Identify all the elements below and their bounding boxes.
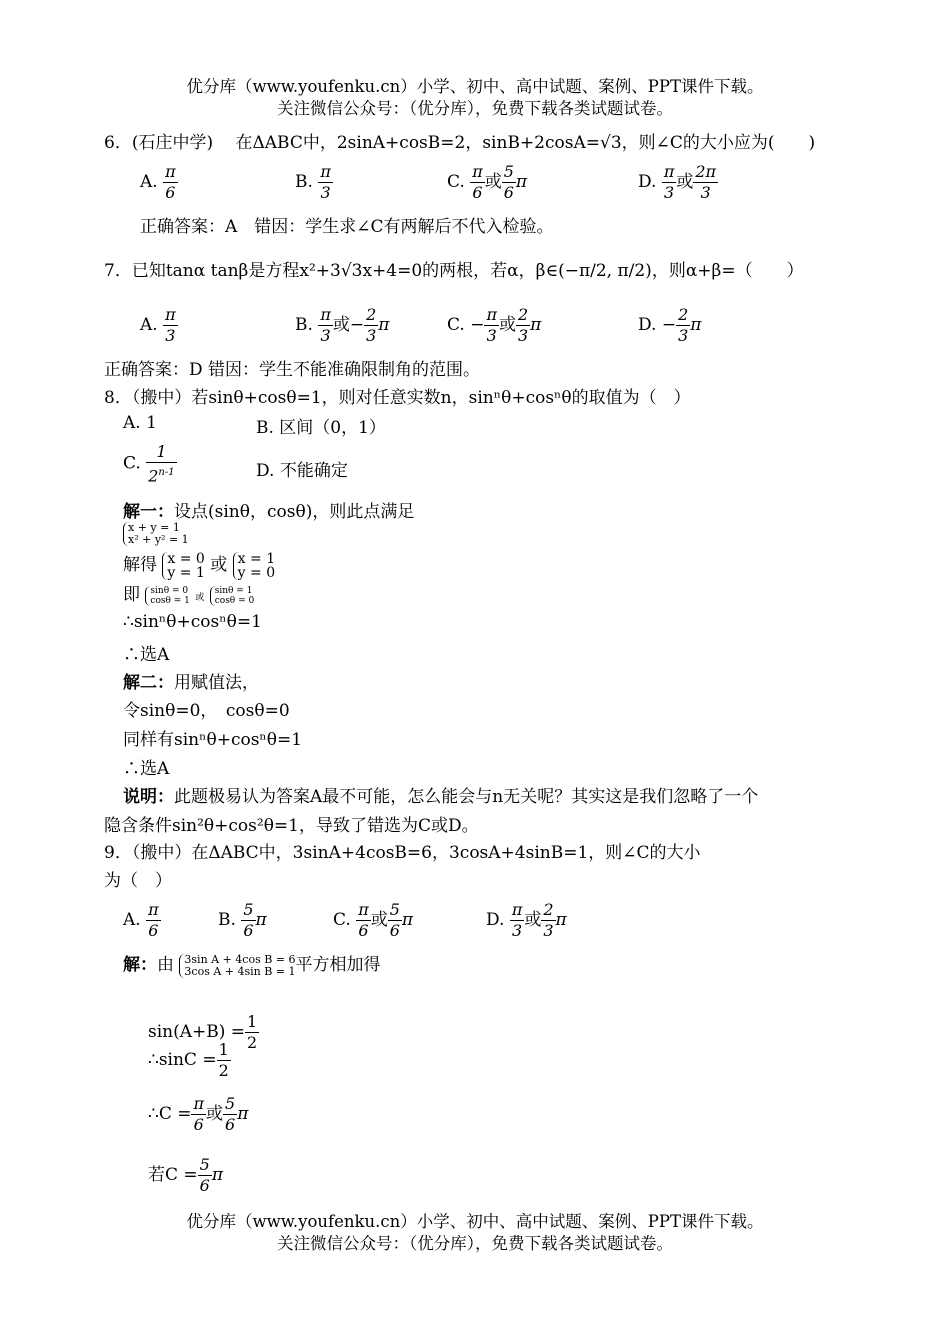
q9-option-a: A. $\frac{\pi}{6}$: [123, 900, 159, 940]
q9-option-b: B. $\frac{5}{6}$ π: [218, 900, 267, 940]
q8-option-c: C. $\frac{1}{2^{n-1}}$: [123, 442, 175, 486]
q9-step-3: ∴C = $\frac{\pi}{6}$ 或 $\frac{5}{6}$ π: [148, 1094, 249, 1134]
q6-option-b: B. $\frac{\pi}{3}$: [295, 162, 331, 202]
q8-choose-2: ∴选A: [123, 759, 170, 779]
q7-answer: 正确答案：D 错因：学生不能准确限制角的范围。: [104, 360, 481, 380]
q7-option-a: A. $\frac{\pi}{3}$: [140, 305, 176, 345]
q9-stem: 9．（搬中）在ΔABC中，3sinA+4cosB=6，3cosA+4sinB=1，则∠C的大小: [104, 843, 701, 863]
q9-stem-2: 为（ ）: [104, 871, 172, 891]
q8-ji-line: 即 sinθ = 0 cosθ = 1 或 sinθ = 1 cosθ = 0: [123, 585, 255, 606]
q6-option-d: D. $\frac{\pi}{3}$ 或 $\frac{2\pi}{3}$: [638, 162, 717, 202]
q9-option-d: D. $\frac{\pi}{3}$ 或 $\frac{2}{3}$ π: [486, 900, 567, 940]
q8-choose-1: ∴选A: [123, 645, 170, 665]
q6-stem: 6．(石庄中学) 在ΔABC中，2sinA+cosB=2，sinB+2cosA=√3，则∠C的大小应为( ): [104, 133, 816, 153]
q8-system-1: x + y = 1 x² + y² = 1: [123, 522, 189, 546]
q7-option-c: C. − $\frac{\pi}{3}$ 或 $\frac{2}{3}$ π: [447, 305, 542, 345]
q8-stem: 8．（搬中）若sinθ+cosθ=1，则对任意实数n，sinⁿθ+cosⁿθ的取值为（ ）: [104, 388, 691, 408]
q8-note: 说明：此题极易认为答案A最不可能，怎么能会与n无关呢？其实这是我们忽略了一个: [123, 787, 759, 807]
header-line-2: 关注微信公众号：（优分库），免费下载各类试题试卷。: [277, 99, 673, 118]
footer-line-1: 优分库（www.youfenku.cn）小学、初中、高中试题、案例、PPT课件下载。: [186, 1212, 764, 1231]
q7-option-d: D. − $\frac{2}{3}$ π: [638, 305, 702, 345]
q8-solution1: 解一：设点(sinθ，cosθ)，则此点满足: [123, 502, 415, 522]
header-line-1: 优分库（www.youfenku.cn）小学、初中、高中试题、案例、PPT课件下载。: [186, 77, 764, 96]
q8-solution2: 解二：用赋值法，: [123, 673, 259, 693]
q8-option-d: D. 不能确定: [256, 461, 348, 481]
q9-solution: 解：由 3sin A + 4cos B = 6 3cos A + 4sin B = 1平方相加得: [123, 952, 381, 978]
q8-note-2: 隐含条件sin²θ+cos²θ=1，导致了错选为C或D。: [104, 816, 479, 836]
q7-option-b: B. $\frac{\pi}{3}$ 或− $\frac{2}{3}$ π: [295, 305, 390, 345]
q9-step-4: 若C = $\frac{5}{6}$ π: [148, 1155, 224, 1195]
q7-stem: 7．已知tanα tanβ是方程x²+3√3x+4=0的两根，若α，β∈(−π/2, π/2)，则α+β=（ ）: [104, 261, 804, 281]
q8-let-line: 令sinθ=0， cosθ=0: [123, 701, 290, 721]
q6-option-c: C. $\frac{\pi}{6}$ 或 $\frac{5}{6}$ π: [447, 162, 528, 202]
q6-answer: 正确答案：A 错因：学生求∠C有两解后不代入检验。: [140, 217, 554, 237]
q9-step-2: ∴sinC = $\frac{1}{2}$: [148, 1040, 229, 1080]
q8-option-b: B. 区间（0，1）: [256, 418, 386, 438]
footer-line-2: 关注微信公众号：（优分库），免费下载各类试题试卷。: [277, 1234, 673, 1253]
q8-solve-line: 解得 x = 0 y = 1 或 x = 1 y = 0: [123, 550, 276, 581]
q9-step-1: sin(A+B) = $\frac{1}{2}$: [148, 1012, 258, 1052]
q9-option-c: C. $\frac{\pi}{6}$ 或 $\frac{5}{6}$ π: [333, 900, 414, 940]
q8-therefore-1: ∴sinⁿθ+cosⁿθ=1: [123, 612, 262, 632]
q8-same-line: 同样有sinⁿθ+cosⁿθ=1: [123, 730, 303, 750]
q6-option-a: A. $\frac{\pi}{6}$: [140, 162, 176, 202]
q8-option-a: A. 1: [123, 413, 157, 433]
